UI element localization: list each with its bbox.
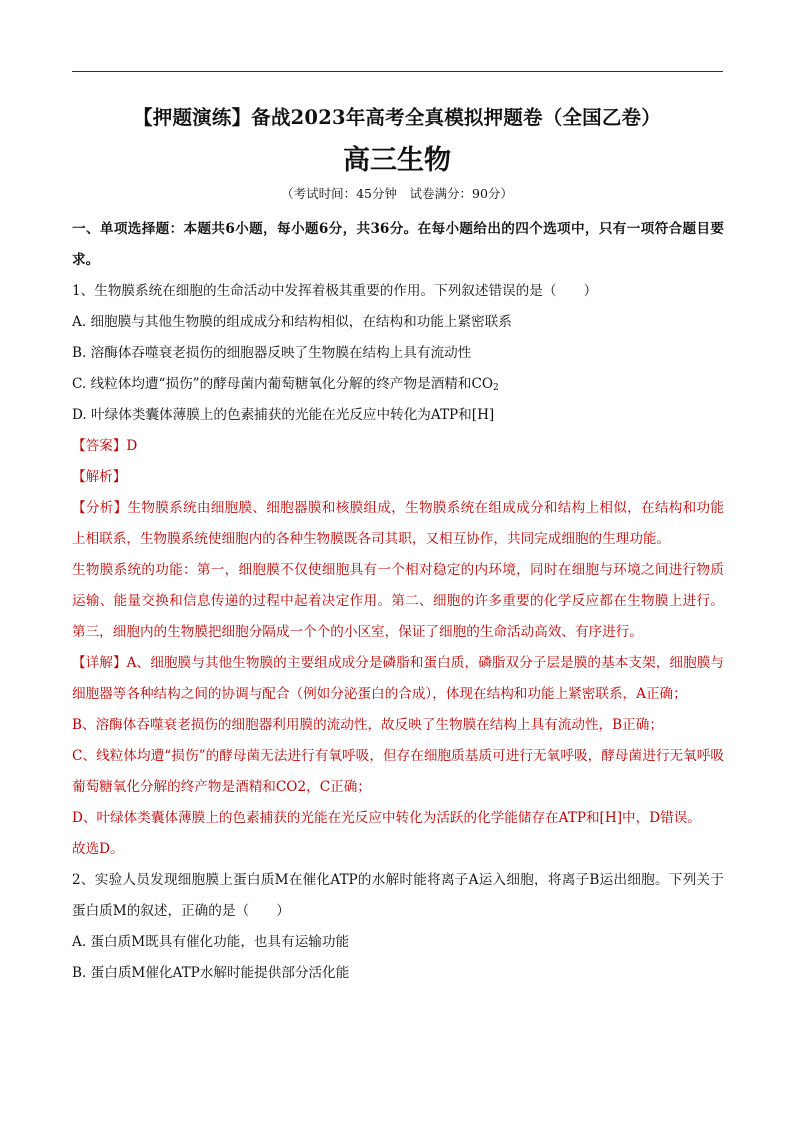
detail-c-paragraph: C、线粒体均遭“损伤”的酵母菌无法进行有氧呼吸，但存在细胞质基质可进行无氧呼吸，酵母菌进行无氧呼吸葡萄糖氧化分解的终产物是酒精和CO2，C正确；: [72, 748, 724, 795]
fenxi-paragraph: [72, 493, 724, 555]
xiangjie-label: 【详解】: [72, 655, 127, 671]
q1-answer: [72, 431, 724, 462]
function-paragraph: 生物膜系统的功能：第一，细胞膜不仅使细胞具有一个相对稳定的内环境，同时在细胞与环境之间进行物质运输、能量交换和信息传递的过程中起着决定作用。第二、细胞的许多重要的化学反应都在生物膜上进行。第三，细胞内的生物膜把细胞分隔成一个个的小区室，保证了细胞的生命活动高效、有序进行。: [72, 562, 724, 640]
q1-option-c: [72, 369, 724, 400]
q1-option-a: A. 细胞膜与其他生物膜的组成成分和结构相似，在结构和功能上紧密联系: [72, 314, 512, 330]
document-body: [72, 214, 724, 989]
detail-d-paragraph: D、叶绿体类囊体薄膜上的色素捕获的光能在光反应中转化为活跃的化学能储存在ATP和[H]中，D错误。: [72, 810, 701, 826]
q2-stem: 2、实验人员发现细胞膜上蛋白质M在催化ATP的水解时能将离子A运入细胞，将离子B运出细胞。下列关于蛋白质M的叙述，正确的是（ ）: [72, 872, 724, 919]
q1-option-b: B. 溶酶体吞噬衰老损伤的细胞器反映了生物膜在结构上具有流动性: [72, 345, 472, 361]
q1-option-d: D. 叶绿体类囊体薄膜上的色素捕获的光能在光反应中转化为ATP和[H]: [72, 407, 495, 423]
answer-value: D: [126, 438, 138, 454]
q1-option-c-subscript: 2: [493, 383, 499, 393]
section-heading: 一、单项选择题：本题共6小题，每小题6分，共36分。在每小题给出的四个选项中，只有一项符合题目要求。: [72, 221, 724, 268]
q2-option-b: B. 蛋白质M催化ATP水解时能提供部分活化能: [72, 965, 350, 981]
exam-info: （考试时间：45分钟 试卷满分：90分）: [281, 186, 513, 201]
detail-a-text: A、细胞膜与其他生物膜的主要组成成分是磷脂和蛋白质，磷脂双分子层是膜的基本支架，细胞膜与细胞器等各种结构之间的协调与配合（例如分泌蛋白的合成），体现在结构和功能上紧密联系，A正确；: [72, 655, 724, 702]
q2-option-a: A. 蛋白质M既具有催化功能，也具有运输功能: [72, 934, 350, 950]
top-rule: [72, 71, 723, 72]
detail-b-paragraph: B、溶酶体吞噬衰老损伤的细胞器利用膜的流动性，故反映了生物膜在结构上具有流动性，B正确；: [72, 717, 663, 733]
subject-title: 高三生物: [343, 145, 451, 176]
fenxi-label: 【分析】: [72, 500, 128, 516]
fenxi-text: 生物膜系统由细胞膜、细胞器膜和核膜组成，生物膜系统在组成成分和结构上相似，在结构和功能上相联系，生物膜系统使细胞内的各种生物膜既各司其职，又相互协作，共同完成细胞的生理功能。: [72, 500, 724, 547]
answer-label: 【答案】: [72, 438, 127, 454]
q1-stem: 1、生物膜系统在细胞的生命活动中发挥着极其重要的作用。下列叙述错误的是（ ）: [72, 283, 598, 299]
detail-a-paragraph: [72, 648, 724, 710]
conclusion: 故选D。: [72, 841, 124, 857]
q1-option-c-text: C. 线粒体均遭“损伤”的酵母菌内葡萄糖氧化分解的终产物是酒精和CO: [72, 376, 494, 392]
analysis-label: 【解析】: [72, 469, 127, 485]
paper-title: 【押题演练】备战2023年高考全真模拟押题卷（全国乙卷）: [133, 106, 661, 129]
